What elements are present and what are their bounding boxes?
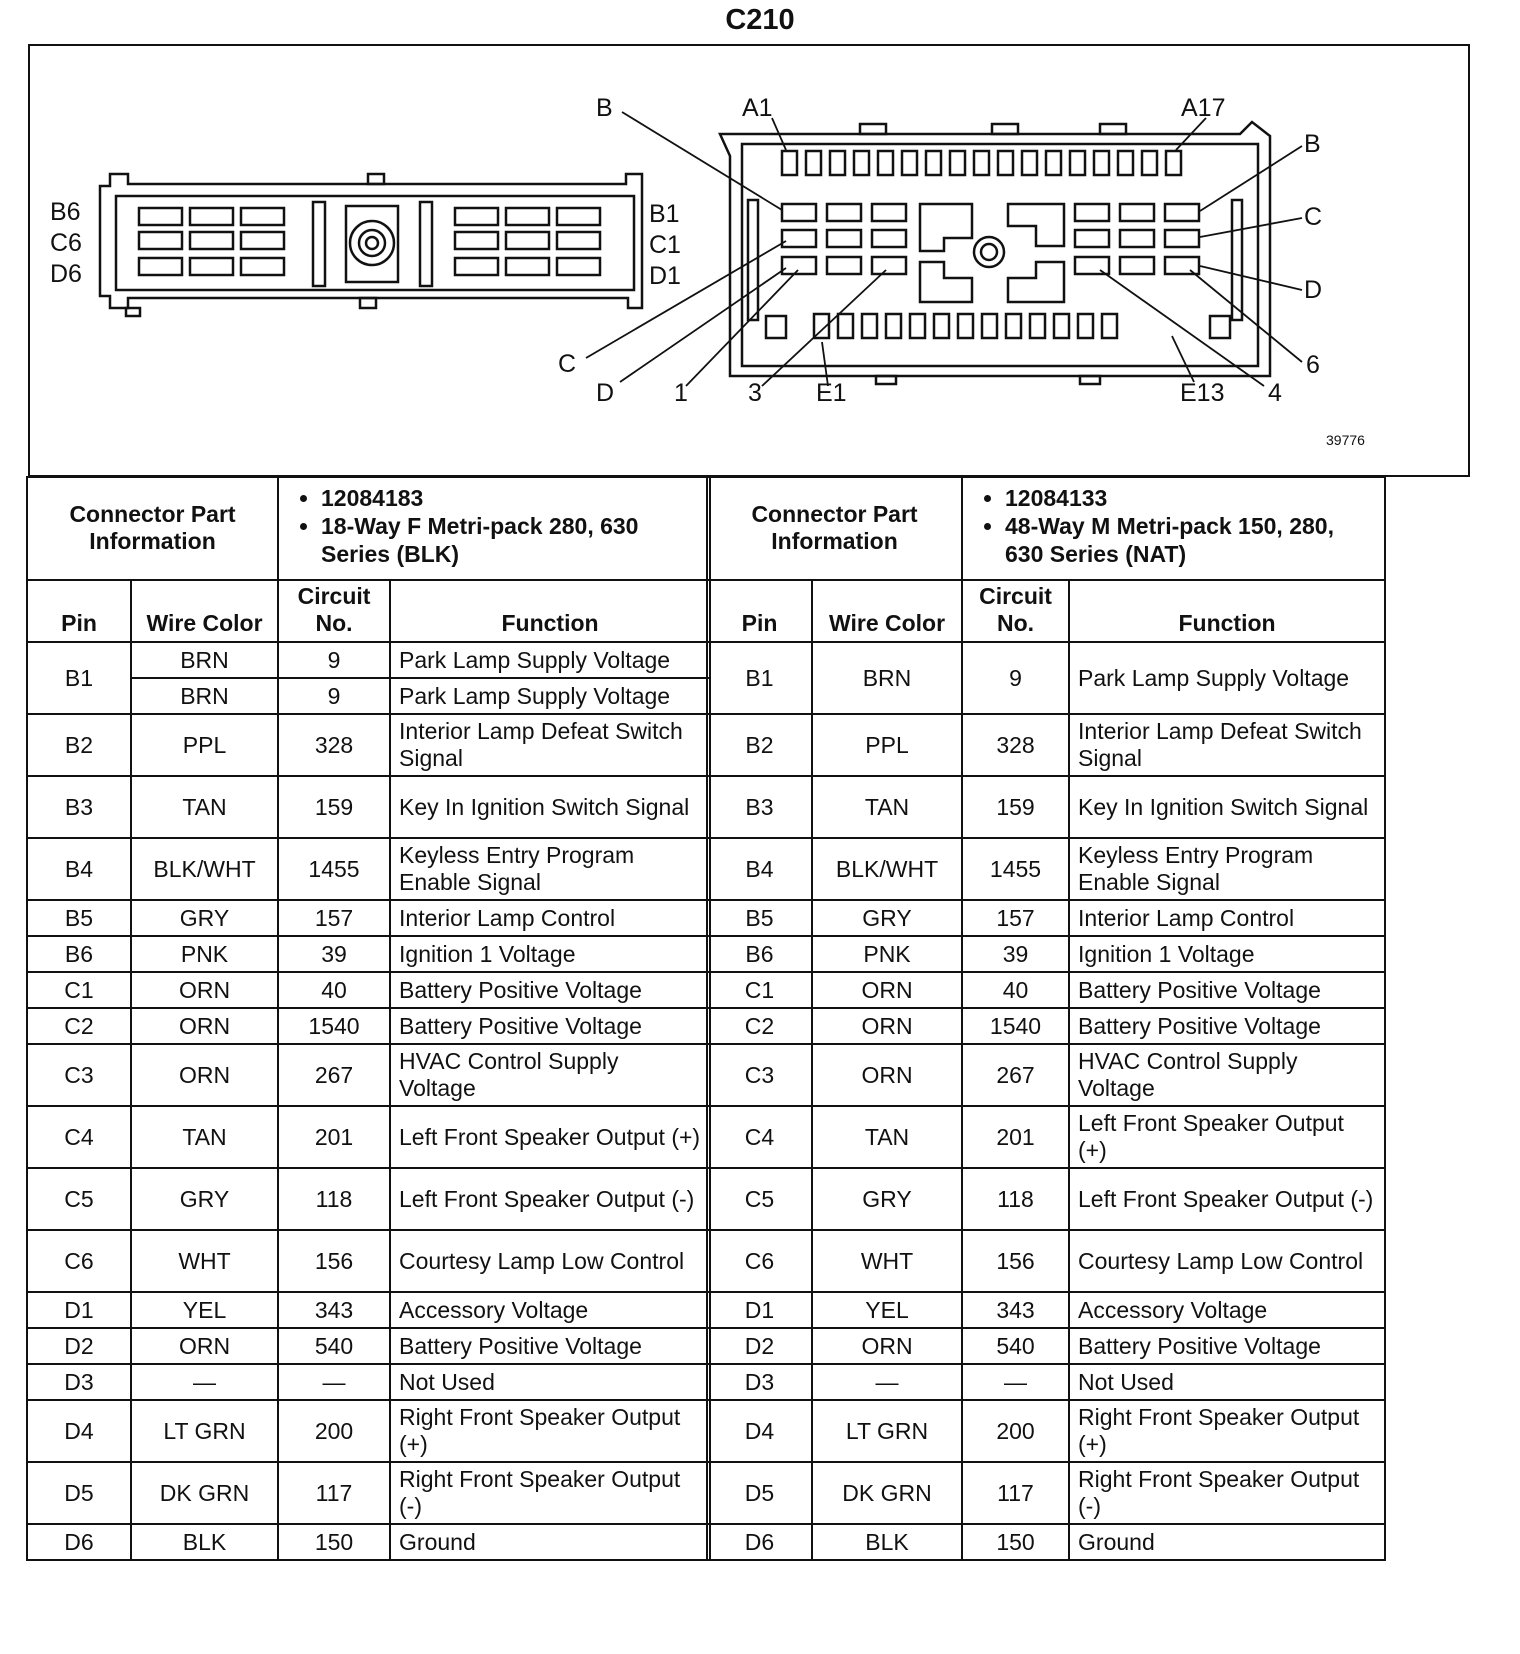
table-row: [707, 1328, 1385, 1364]
callout-a17: A17: [1181, 94, 1226, 122]
connector-info-item: • 48-Way M Metri-pack 150, 280, 630 Series (NAT): [1005, 512, 1376, 568]
cell-wire: PNK: [812, 936, 962, 972]
connector-info-details: [962, 477, 1385, 580]
cell-wire: LT GRN: [131, 1400, 278, 1462]
cell-wire: WHT: [131, 1230, 278, 1292]
cell-pin: C2: [707, 1008, 812, 1044]
cell-wire: YEL: [131, 1292, 278, 1328]
cell-wire: TAN: [131, 776, 278, 838]
table-row: [707, 642, 1385, 714]
cell-pin: B6: [27, 936, 131, 972]
cell-circuit: 9: [278, 678, 390, 714]
callout-d-right: D: [1304, 276, 1323, 304]
cell-circuit: 117: [962, 1462, 1069, 1524]
table-row: [707, 714, 1385, 776]
table-row: [27, 776, 710, 838]
cell-pin: D4: [27, 1400, 131, 1462]
callout-c-left: C: [558, 350, 577, 378]
callout-six: 6: [1306, 351, 1320, 379]
table-header-row: [707, 580, 1385, 642]
callout-b-top: B: [596, 94, 613, 122]
connector-info-item: • 18-Way F Metri-pack 280, 630 Series (BLK): [321, 512, 701, 568]
cell-circuit: 267: [962, 1044, 1069, 1106]
cell-pin: B4: [707, 838, 812, 900]
table-row: [27, 1364, 710, 1400]
cell-function: Not Used: [1069, 1364, 1385, 1400]
header-pin: Pin: [707, 580, 812, 642]
cell-pin: D3: [707, 1364, 812, 1400]
callout-b-right: B: [1304, 130, 1321, 158]
table-row: [707, 1364, 1385, 1400]
cell-wire: PNK: [131, 936, 278, 972]
cell-pin: B3: [27, 776, 131, 838]
cell-function: Key In Ignition Switch Signal: [1069, 776, 1385, 838]
cell-wire: ORN: [131, 1044, 278, 1106]
cell-circuit: 40: [278, 972, 390, 1008]
cell-pin: C4: [707, 1106, 812, 1168]
cell-wire: BRN: [131, 678, 278, 714]
cell-wire: ORN: [812, 1328, 962, 1364]
table-row: [707, 838, 1385, 900]
right-label-c1: C1: [649, 231, 681, 259]
cell-pin: D3: [27, 1364, 131, 1400]
cell-function: Battery Positive Voltage: [390, 1328, 710, 1364]
cell-wire: TAN: [812, 1106, 962, 1168]
table-row: [27, 936, 710, 972]
cell-pin: D1: [27, 1292, 131, 1328]
cell-pin: C3: [27, 1044, 131, 1106]
table-row: [27, 1462, 710, 1524]
cell-function: Not Used: [390, 1364, 710, 1400]
cell-function: Key In Ignition Switch Signal: [390, 776, 710, 838]
cell-function: Right Front Speaker Output (-): [390, 1462, 710, 1524]
cell-circuit: 156: [962, 1230, 1069, 1292]
cell-wire: YEL: [812, 1292, 962, 1328]
cell-function: Left Front Speaker Output (-): [390, 1168, 710, 1230]
cell-circuit: 156: [278, 1230, 390, 1292]
header-pin: Pin: [27, 580, 131, 642]
connector-info-details: [278, 477, 710, 580]
cell-wire: TAN: [812, 776, 962, 838]
cell-function: Accessory Voltage: [390, 1292, 710, 1328]
callout-four: 4: [1268, 379, 1282, 407]
table-row: [27, 1400, 710, 1462]
cell-function: Courtesy Lamp Low Control: [1069, 1230, 1385, 1292]
cell-circuit: 540: [278, 1328, 390, 1364]
cell-circuit: 157: [278, 900, 390, 936]
table-row: [27, 1044, 710, 1106]
cell-circuit: 1540: [962, 1008, 1069, 1044]
cell-function: HVAC Control Supply Voltage: [390, 1044, 710, 1106]
cell-circuit: 157: [962, 900, 1069, 936]
cell-circuit: 9: [962, 642, 1069, 714]
header-circuit: Circuit No.: [278, 580, 390, 642]
table-row: [27, 1106, 710, 1168]
cell-circuit: —: [962, 1364, 1069, 1400]
cell-wire: ORN: [812, 1044, 962, 1106]
cell-function: Right Front Speaker Output (+): [390, 1400, 710, 1462]
cell-wire: GRY: [812, 900, 962, 936]
cell-circuit: 328: [962, 714, 1069, 776]
cell-wire: DK GRN: [812, 1462, 962, 1524]
cell-pin: D1: [707, 1292, 812, 1328]
table-row: [27, 1230, 710, 1292]
cell-pin: D4: [707, 1400, 812, 1462]
cell-function: Battery Positive Voltage: [1069, 972, 1385, 1008]
cell-function: Interior Lamp Control: [1069, 900, 1385, 936]
cell-pin: B4: [27, 838, 131, 900]
right-connector-body: [720, 122, 1270, 384]
cell-wire: —: [812, 1364, 962, 1400]
cell-function: Interior Lamp Defeat Switch Signal: [390, 714, 710, 776]
cell-circuit: —: [278, 1364, 390, 1400]
callout-three: 3: [748, 379, 762, 407]
header-circuit: Circuit No.: [962, 580, 1069, 642]
cell-function: Battery Positive Voltage: [1069, 1008, 1385, 1044]
table-row: [27, 1328, 710, 1364]
cell-pin: D2: [707, 1328, 812, 1364]
cell-function: Ground: [1069, 1524, 1385, 1560]
e-row-pins: [814, 314, 1117, 338]
header-function: Function: [390, 580, 710, 642]
cell-function: Park Lamp Supply Voltage: [390, 678, 710, 714]
cell-wire: BLK/WHT: [812, 838, 962, 900]
cell-circuit: 118: [962, 1168, 1069, 1230]
cell-pin: C4: [27, 1106, 131, 1168]
cell-pin: D6: [707, 1524, 812, 1560]
page-title: C210: [725, 4, 795, 36]
cell-circuit: 200: [962, 1400, 1069, 1462]
cell-wire: ORN: [131, 972, 278, 1008]
connector-info-label: Connector Part Information: [707, 477, 962, 580]
cell-pin: D6: [27, 1524, 131, 1560]
table-row: [707, 1462, 1385, 1524]
cell-pin: B6: [707, 936, 812, 972]
table-row: [707, 1524, 1385, 1560]
table-row: [707, 1106, 1385, 1168]
connector-info-row: [707, 477, 1385, 580]
cell-function: Battery Positive Voltage: [390, 1008, 710, 1044]
table-header-row: [27, 580, 710, 642]
cell-wire: ORN: [131, 1328, 278, 1364]
cell-pin: B2: [707, 714, 812, 776]
cell-circuit: 1540: [278, 1008, 390, 1044]
cell-circuit: 267: [278, 1044, 390, 1106]
cell-function: Interior Lamp Control: [390, 900, 710, 936]
table-row: [707, 936, 1385, 972]
cell-pin: D2: [27, 1328, 131, 1364]
connector-info-list: [287, 484, 701, 568]
cell-wire: BLK: [812, 1524, 962, 1560]
cell-pin: C1: [707, 972, 812, 1008]
table-row: [27, 1292, 710, 1328]
cell-pin: B2: [27, 714, 131, 776]
table-row: [27, 642, 710, 678]
connector-info-list: [971, 484, 1376, 568]
cell-circuit: 150: [962, 1524, 1069, 1560]
callout-c-right: C: [1304, 203, 1323, 231]
table-row: [27, 972, 710, 1008]
cell-pin: D5: [27, 1462, 131, 1524]
cell-function: Right Front Speaker Output (-): [1069, 1462, 1385, 1524]
cell-circuit: 9: [278, 642, 390, 678]
right-connector-table: [706, 476, 1386, 1561]
cell-wire: ORN: [812, 972, 962, 1008]
cell-wire: LT GRN: [812, 1400, 962, 1462]
connector-info-item: • 12084183: [321, 484, 701, 512]
connector-info-label: Connector Part Information: [27, 477, 278, 580]
cell-function: Park Lamp Supply Voltage: [390, 642, 710, 678]
cell-function: Battery Positive Voltage: [390, 972, 710, 1008]
cell-circuit: 201: [278, 1106, 390, 1168]
cell-wire: BRN: [131, 642, 278, 678]
cell-wire: BRN: [812, 642, 962, 714]
left-connector-body: [100, 174, 642, 316]
cell-function: Ignition 1 Voltage: [390, 936, 710, 972]
callout-a1: A1: [742, 94, 773, 122]
table-row: [707, 1400, 1385, 1462]
connector-info-item: • 12084133: [1005, 484, 1376, 512]
cell-wire: BLK/WHT: [131, 838, 278, 900]
cell-circuit: 39: [962, 936, 1069, 972]
cell-circuit: 150: [278, 1524, 390, 1560]
connector-info-row: [27, 477, 710, 580]
cell-function: Ground: [390, 1524, 710, 1560]
cell-wire: WHT: [812, 1230, 962, 1292]
left-connector-table: [26, 476, 711, 1561]
cell-wire: TAN: [131, 1106, 278, 1168]
cell-function: Left Front Speaker Output (-): [1069, 1168, 1385, 1230]
cell-pin: B1: [27, 642, 131, 714]
cell-pin: C1: [27, 972, 131, 1008]
table-row: [707, 1230, 1385, 1292]
right-label-b1: B1: [649, 200, 680, 228]
table-row: [707, 776, 1385, 838]
cell-wire: BLK: [131, 1524, 278, 1560]
table-row: [707, 1168, 1385, 1230]
table-row: [27, 900, 710, 936]
cell-pin: C6: [27, 1230, 131, 1292]
cell-function: Ignition 1 Voltage: [1069, 936, 1385, 972]
cell-circuit: 328: [278, 714, 390, 776]
table-row: [27, 1008, 710, 1044]
table-row: [707, 1292, 1385, 1328]
cell-function: Right Front Speaker Output (+): [1069, 1400, 1385, 1462]
cell-pin: B5: [27, 900, 131, 936]
cell-function: Courtesy Lamp Low Control: [390, 1230, 710, 1292]
cell-circuit: 159: [962, 776, 1069, 838]
cell-function: Left Front Speaker Output (+): [1069, 1106, 1385, 1168]
cell-wire: —: [131, 1364, 278, 1400]
connector-diagram: [28, 44, 1470, 477]
cell-wire: PPL: [812, 714, 962, 776]
cell-circuit: 39: [278, 936, 390, 972]
header-function: Function: [1069, 580, 1385, 642]
cell-pin: D5: [707, 1462, 812, 1524]
callout-e13: E13: [1180, 379, 1225, 407]
table-row: [707, 900, 1385, 936]
cell-function: Battery Positive Voltage: [1069, 1328, 1385, 1364]
cell-function: Interior Lamp Defeat Switch Signal: [1069, 714, 1385, 776]
cell-function: Left Front Speaker Output (+): [390, 1106, 710, 1168]
cell-circuit: 1455: [962, 838, 1069, 900]
header-wire: Wire Color: [812, 580, 962, 642]
cell-circuit: 117: [278, 1462, 390, 1524]
cell-circuit: 540: [962, 1328, 1069, 1364]
cell-wire: ORN: [812, 1008, 962, 1044]
right-label-d1: D1: [649, 262, 681, 290]
cell-pin: C6: [707, 1230, 812, 1292]
cell-wire: DK GRN: [131, 1462, 278, 1524]
cell-pin: B5: [707, 900, 812, 936]
cell-wire: GRY: [812, 1168, 962, 1230]
left-label-d6: D6: [50, 260, 82, 288]
cell-pin: B1: [707, 642, 812, 714]
cell-function: Park Lamp Supply Voltage: [1069, 642, 1385, 714]
cell-pin: C3: [707, 1044, 812, 1106]
table-row: [707, 1044, 1385, 1106]
cell-function: Keyless Entry Program Enable Signal: [390, 838, 710, 900]
cell-wire: GRY: [131, 1168, 278, 1230]
cell-pin: C5: [707, 1168, 812, 1230]
cell-function: Keyless Entry Program Enable Signal: [1069, 838, 1385, 900]
cell-wire: PPL: [131, 714, 278, 776]
callout-d-left: D: [596, 379, 615, 407]
cell-circuit: 200: [278, 1400, 390, 1462]
cell-circuit: 40: [962, 972, 1069, 1008]
cell-pin: C5: [27, 1168, 131, 1230]
cell-pin: C2: [27, 1008, 131, 1044]
cell-circuit: 1455: [278, 838, 390, 900]
cell-function: Accessory Voltage: [1069, 1292, 1385, 1328]
table-row: [27, 714, 710, 776]
cell-circuit: 343: [278, 1292, 390, 1328]
cell-function: HVAC Control Supply Voltage: [1069, 1044, 1385, 1106]
header-wire: Wire Color: [131, 580, 278, 642]
table-row: [27, 838, 710, 900]
cell-circuit: 118: [278, 1168, 390, 1230]
cell-wire: GRY: [131, 900, 278, 936]
cell-pin: B3: [707, 776, 812, 838]
connector-drawing: [30, 46, 1468, 475]
callout-one: 1: [674, 379, 688, 407]
callout-e1: E1: [816, 379, 847, 407]
table-row: [707, 1008, 1385, 1044]
cell-circuit: 159: [278, 776, 390, 838]
figure-number: 39776: [1326, 432, 1365, 448]
table-row: [27, 1524, 710, 1560]
table-row: [707, 972, 1385, 1008]
left-label-b6: B6: [50, 198, 81, 226]
cell-circuit: 343: [962, 1292, 1069, 1328]
left-label-c6: C6: [50, 229, 82, 257]
table-row: [27, 1168, 710, 1230]
cell-circuit: 201: [962, 1106, 1069, 1168]
a-row-pins: [782, 151, 1181, 175]
cell-wire: ORN: [131, 1008, 278, 1044]
